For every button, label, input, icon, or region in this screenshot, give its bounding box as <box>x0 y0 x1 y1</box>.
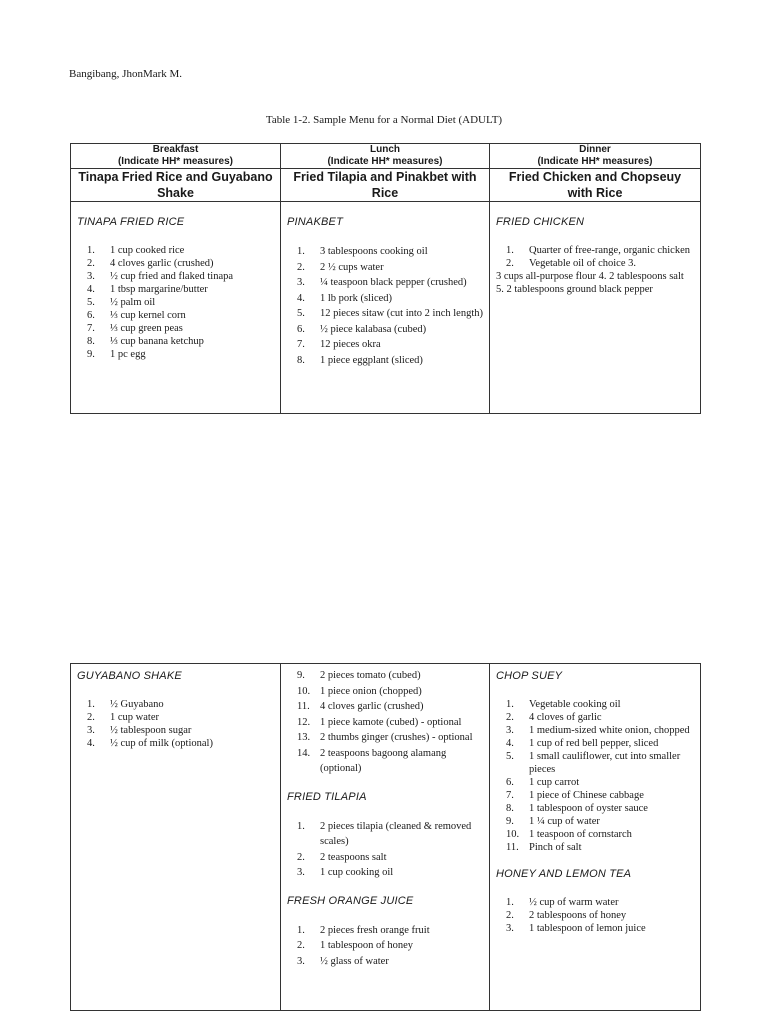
item-text: 1 tablespoon of lemon juice <box>529 923 646 934</box>
ingredient-item <box>496 244 694 257</box>
item-text: 1 tablespoon of honey <box>320 940 414 951</box>
ingredient-list <box>77 698 274 750</box>
item-text: ½ cup of milk (optional) <box>110 738 213 749</box>
ingredient-item <box>496 802 694 815</box>
ingredient-item <box>287 306 483 322</box>
breakfast-recipes <box>71 202 281 414</box>
breakfast-recipes <box>71 664 281 1011</box>
header-label: Breakfast <box>152 144 199 155</box>
item-number: 13. <box>297 732 311 743</box>
ingredient-list <box>496 244 694 270</box>
item-number: 1. <box>506 245 514 256</box>
dinner-recipes <box>490 664 701 1011</box>
section-heading: HONEY AND LEMON TEA <box>496 868 632 880</box>
item-text: 1 ¼ cup of water <box>529 816 600 827</box>
item-text: 12 pieces okra <box>320 339 381 350</box>
lunch-recipes <box>281 202 490 414</box>
item-number: 8. <box>297 354 305 366</box>
header-note: (Indicate HH* measures) <box>327 156 443 167</box>
section-heading: CHOP SUEY <box>496 670 563 682</box>
item-text: 1 teaspoon of cornstarch <box>529 829 632 840</box>
item-number: 5. <box>297 308 305 319</box>
item-number: 1. <box>87 245 95 256</box>
item-number: 14. <box>297 747 311 759</box>
item-number: 6. <box>87 310 95 321</box>
ingredient-item <box>496 257 694 270</box>
item-text: 1 small cauliflower, cut into smaller pieces <box>529 751 681 775</box>
recipe-row <box>71 202 701 414</box>
ingredient-item <box>287 819 483 850</box>
ingredient-item <box>287 353 483 369</box>
item-text: 1 tbsp margarine/butter <box>110 284 208 295</box>
section-heading: PINAKBET <box>287 216 344 228</box>
item-number: 1. <box>297 820 305 832</box>
ingredient-item <box>287 746 483 777</box>
item-number: 3. <box>297 955 305 967</box>
item-number: 3. <box>297 867 305 878</box>
item-number: 12. <box>297 716 311 728</box>
header-dinner <box>490 144 701 169</box>
recipe-row <box>71 664 701 1011</box>
item-number: 9. <box>506 816 514 827</box>
item-text: 4 cloves garlic (crushed) <box>110 258 214 269</box>
item-text: 1 lb pork (sliced) <box>320 292 393 304</box>
item-number: 1. <box>297 924 305 936</box>
ingredient-list <box>287 244 483 368</box>
item-text: 1 tablespoon of oyster sauce <box>529 803 648 814</box>
ingredient-list <box>496 698 694 854</box>
item-text: ⅓ cup green peas <box>110 323 183 334</box>
ingredient-list <box>287 668 483 777</box>
ingredient-item <box>496 896 694 909</box>
item-number: 4. <box>87 284 95 295</box>
header-note: (Indicate HH* measures) <box>537 156 653 167</box>
dinner-recipes <box>490 202 701 414</box>
table-caption: Table 1-2. Sample Menu for a Normal Diet (ADULT) <box>265 114 503 126</box>
ingredient-item <box>77 698 274 711</box>
ingredient-list <box>77 244 274 361</box>
item-number: 3. <box>87 271 95 282</box>
item-number: 3. <box>506 725 514 736</box>
item-number: 9. <box>87 349 95 360</box>
item-text: Vegetable oil of choice 3. <box>529 258 636 269</box>
meal-title-lunch: Fried Tilapia and Pinakbet with Rice <box>281 169 490 202</box>
item-text: 1 medium-sized white onion, chopped <box>529 725 690 736</box>
ingredient-item <box>287 668 483 684</box>
header-label: Dinner <box>579 144 611 155</box>
ingredient-item <box>496 815 694 828</box>
item-number: 3. <box>297 277 305 288</box>
item-text: 4 cloves of garlic <box>529 712 602 723</box>
ingredient-list <box>496 896 694 935</box>
ingredient-item <box>496 737 694 750</box>
item-text: 4 cloves garlic (crushed) <box>320 701 424 712</box>
ingredient-item <box>77 711 274 724</box>
ingredient-item <box>287 322 483 338</box>
ingredient-item <box>287 730 483 746</box>
ingredient-item <box>496 776 694 789</box>
item-text: 2 thumbs ginger (crushes) - optional <box>320 732 473 743</box>
ingredient-item <box>496 724 694 737</box>
item-text: 1 piece kamote (cubed) - optional <box>320 716 462 728</box>
item-number: 4. <box>506 738 514 749</box>
item-text: 12 pieces sitaw (cut into 2 inch length) <box>320 308 484 319</box>
item-number: 2. <box>87 712 95 723</box>
item-number: 6. <box>297 323 305 335</box>
ingredient-item <box>496 828 694 841</box>
item-number: 5. <box>506 751 514 762</box>
item-number: 1. <box>297 246 305 257</box>
ingredient-item <box>496 841 694 854</box>
header-row <box>71 144 701 169</box>
item-number: 2. <box>87 258 95 269</box>
ingredient-item <box>77 244 274 257</box>
section-heading: TINAPA FRIED RICE <box>77 216 185 228</box>
ingredient-item <box>77 322 274 335</box>
item-text: ⅓ cup banana ketchup <box>110 336 204 347</box>
item-text: 3 tablespoons cooking oil <box>320 246 428 257</box>
ingredient-item <box>287 275 483 291</box>
meal-title-breakfast: Tinapa Fried Rice and Guyabano Shake <box>71 169 281 202</box>
item-number: 2. <box>506 910 514 921</box>
item-text: ⅓ cup kernel corn <box>110 310 186 321</box>
item-text: 2 pieces tomato (cubed) <box>320 670 421 681</box>
item-number: 6. <box>506 777 514 788</box>
ingredient-item <box>77 270 274 283</box>
ingredient-item <box>77 309 274 322</box>
lunch-recipes <box>281 664 490 1011</box>
item-text: 2 pieces tilapia (cleaned & removed scales) <box>320 820 472 847</box>
ingredient-list <box>287 819 483 881</box>
item-text: 1 cup cooked rice <box>110 245 185 256</box>
item-number: 11. <box>297 701 310 712</box>
ingredient-item <box>77 335 274 348</box>
item-text: ½ cup of warm water <box>529 897 619 908</box>
item-text: Quarter of free-range, organic chicken <box>529 245 691 256</box>
item-text: 1 cup cooking oil <box>320 867 394 878</box>
ingredient-item <box>287 850 483 866</box>
item-text: Pinch of salt <box>529 842 582 853</box>
item-text: 1 cup carrot <box>529 777 580 788</box>
item-text: 1 pc egg <box>110 349 146 360</box>
ingredient-item <box>77 348 274 361</box>
item-text: ½ glass of water <box>320 955 389 967</box>
item-text: ½ palm oil <box>110 297 156 308</box>
item-number: 1. <box>506 699 514 710</box>
item-text: Vegetable cooking oil <box>529 699 621 710</box>
ingredient-item <box>287 699 483 715</box>
ingredient-item <box>77 724 274 737</box>
item-number: 11. <box>506 842 519 853</box>
item-text: 1 cup of red bell pepper, sliced <box>529 738 659 749</box>
ingredient-item <box>496 789 694 802</box>
ingredient-item <box>287 954 483 970</box>
item-number: 3. <box>87 725 95 736</box>
ingredient-item <box>496 698 694 711</box>
item-text: 2 teaspoons bagoong alamang (optional) <box>320 747 447 774</box>
item-text: 1 cup water <box>110 712 159 723</box>
item-text: ¼ teaspoon black pepper (crushed) <box>320 277 467 288</box>
menu-table-page-1 <box>70 143 701 414</box>
section-heading: FRESH ORANGE JUICE <box>287 894 414 907</box>
item-number: 9. <box>297 670 305 681</box>
ingredient-item <box>77 283 274 296</box>
item-text: ½ tablespoon sugar <box>110 725 192 736</box>
header-label: Lunch <box>370 144 400 155</box>
item-text: 1 piece of Chinese cabbage <box>529 790 644 801</box>
item-number: 1. <box>87 699 95 710</box>
item-number: 2. <box>297 261 305 273</box>
item-text: ½ Guyabano <box>110 699 164 710</box>
item-number: 3. <box>506 923 514 934</box>
item-number: 2. <box>506 258 514 269</box>
item-number: 4. <box>297 292 305 304</box>
ingredient-item <box>287 260 483 276</box>
ingredient-item <box>287 715 483 731</box>
header-lunch <box>281 144 490 169</box>
ingredient-text: 3 cups all-purpose flour 4. 2 tablespoons salt <box>496 271 684 282</box>
ingredient-item <box>287 865 483 881</box>
menu-table-page-2 <box>70 663 701 1011</box>
section-heading: FRIED TILAPIA <box>287 790 367 803</box>
item-text: 2 tablespoons of honey <box>529 910 627 921</box>
item-text: 2 teaspoons salt <box>320 851 387 863</box>
section-heading: FRIED CHICKEN <box>496 216 585 228</box>
item-text: ½ piece kalabasa (cubed) <box>320 323 427 335</box>
item-number: 10. <box>506 829 520 840</box>
item-number: 2. <box>297 851 305 863</box>
ingredient-item <box>496 711 694 724</box>
item-text: 2 ½ cups water <box>320 261 384 273</box>
ingredient-item <box>287 244 483 260</box>
meal-title-dinner: Fried Chicken and Chopseuy with Rice <box>490 169 701 202</box>
item-number: 2. <box>297 940 305 951</box>
item-text: 1 piece onion (chopped) <box>320 685 422 697</box>
ingredient-text: 5. 2 tablespoons ground black pepper <box>496 284 653 295</box>
item-number: 4. <box>87 738 95 749</box>
item-text: 1 piece eggplant (sliced) <box>320 354 423 366</box>
ingredient-list <box>287 923 483 970</box>
ingredient-item <box>77 257 274 270</box>
section-heading: GUYABANO SHAKE <box>77 670 182 682</box>
item-number: 7. <box>506 790 514 801</box>
ingredient-item <box>287 684 483 700</box>
ingredient-item <box>287 291 483 307</box>
ingredient-item <box>287 337 483 353</box>
item-number: 8. <box>87 336 95 347</box>
ingredient-item <box>77 296 274 309</box>
item-number: 10. <box>297 685 311 697</box>
item-text: ½ cup fried and flaked tinapa <box>110 271 234 282</box>
item-number: 7. <box>297 339 305 350</box>
item-number: 8. <box>506 803 514 814</box>
item-text: 2 pieces fresh orange fruit <box>320 924 430 936</box>
meal-title-row <box>71 169 701 202</box>
item-number: 1. <box>506 897 514 908</box>
item-number: 2. <box>506 712 514 723</box>
ingredient-item <box>496 750 694 776</box>
ingredient-item <box>287 923 483 939</box>
header-note: (Indicate HH* measures) <box>117 156 234 167</box>
item-number: 5. <box>87 297 95 308</box>
ingredient-item <box>496 909 694 922</box>
ingredient-item <box>77 737 274 750</box>
item-number: 7. <box>87 323 95 334</box>
header-breakfast <box>71 144 281 169</box>
ingredient-item <box>496 922 694 935</box>
author-name: Bangibang, JhonMark M. <box>69 68 183 80</box>
ingredient-item <box>287 938 483 954</box>
